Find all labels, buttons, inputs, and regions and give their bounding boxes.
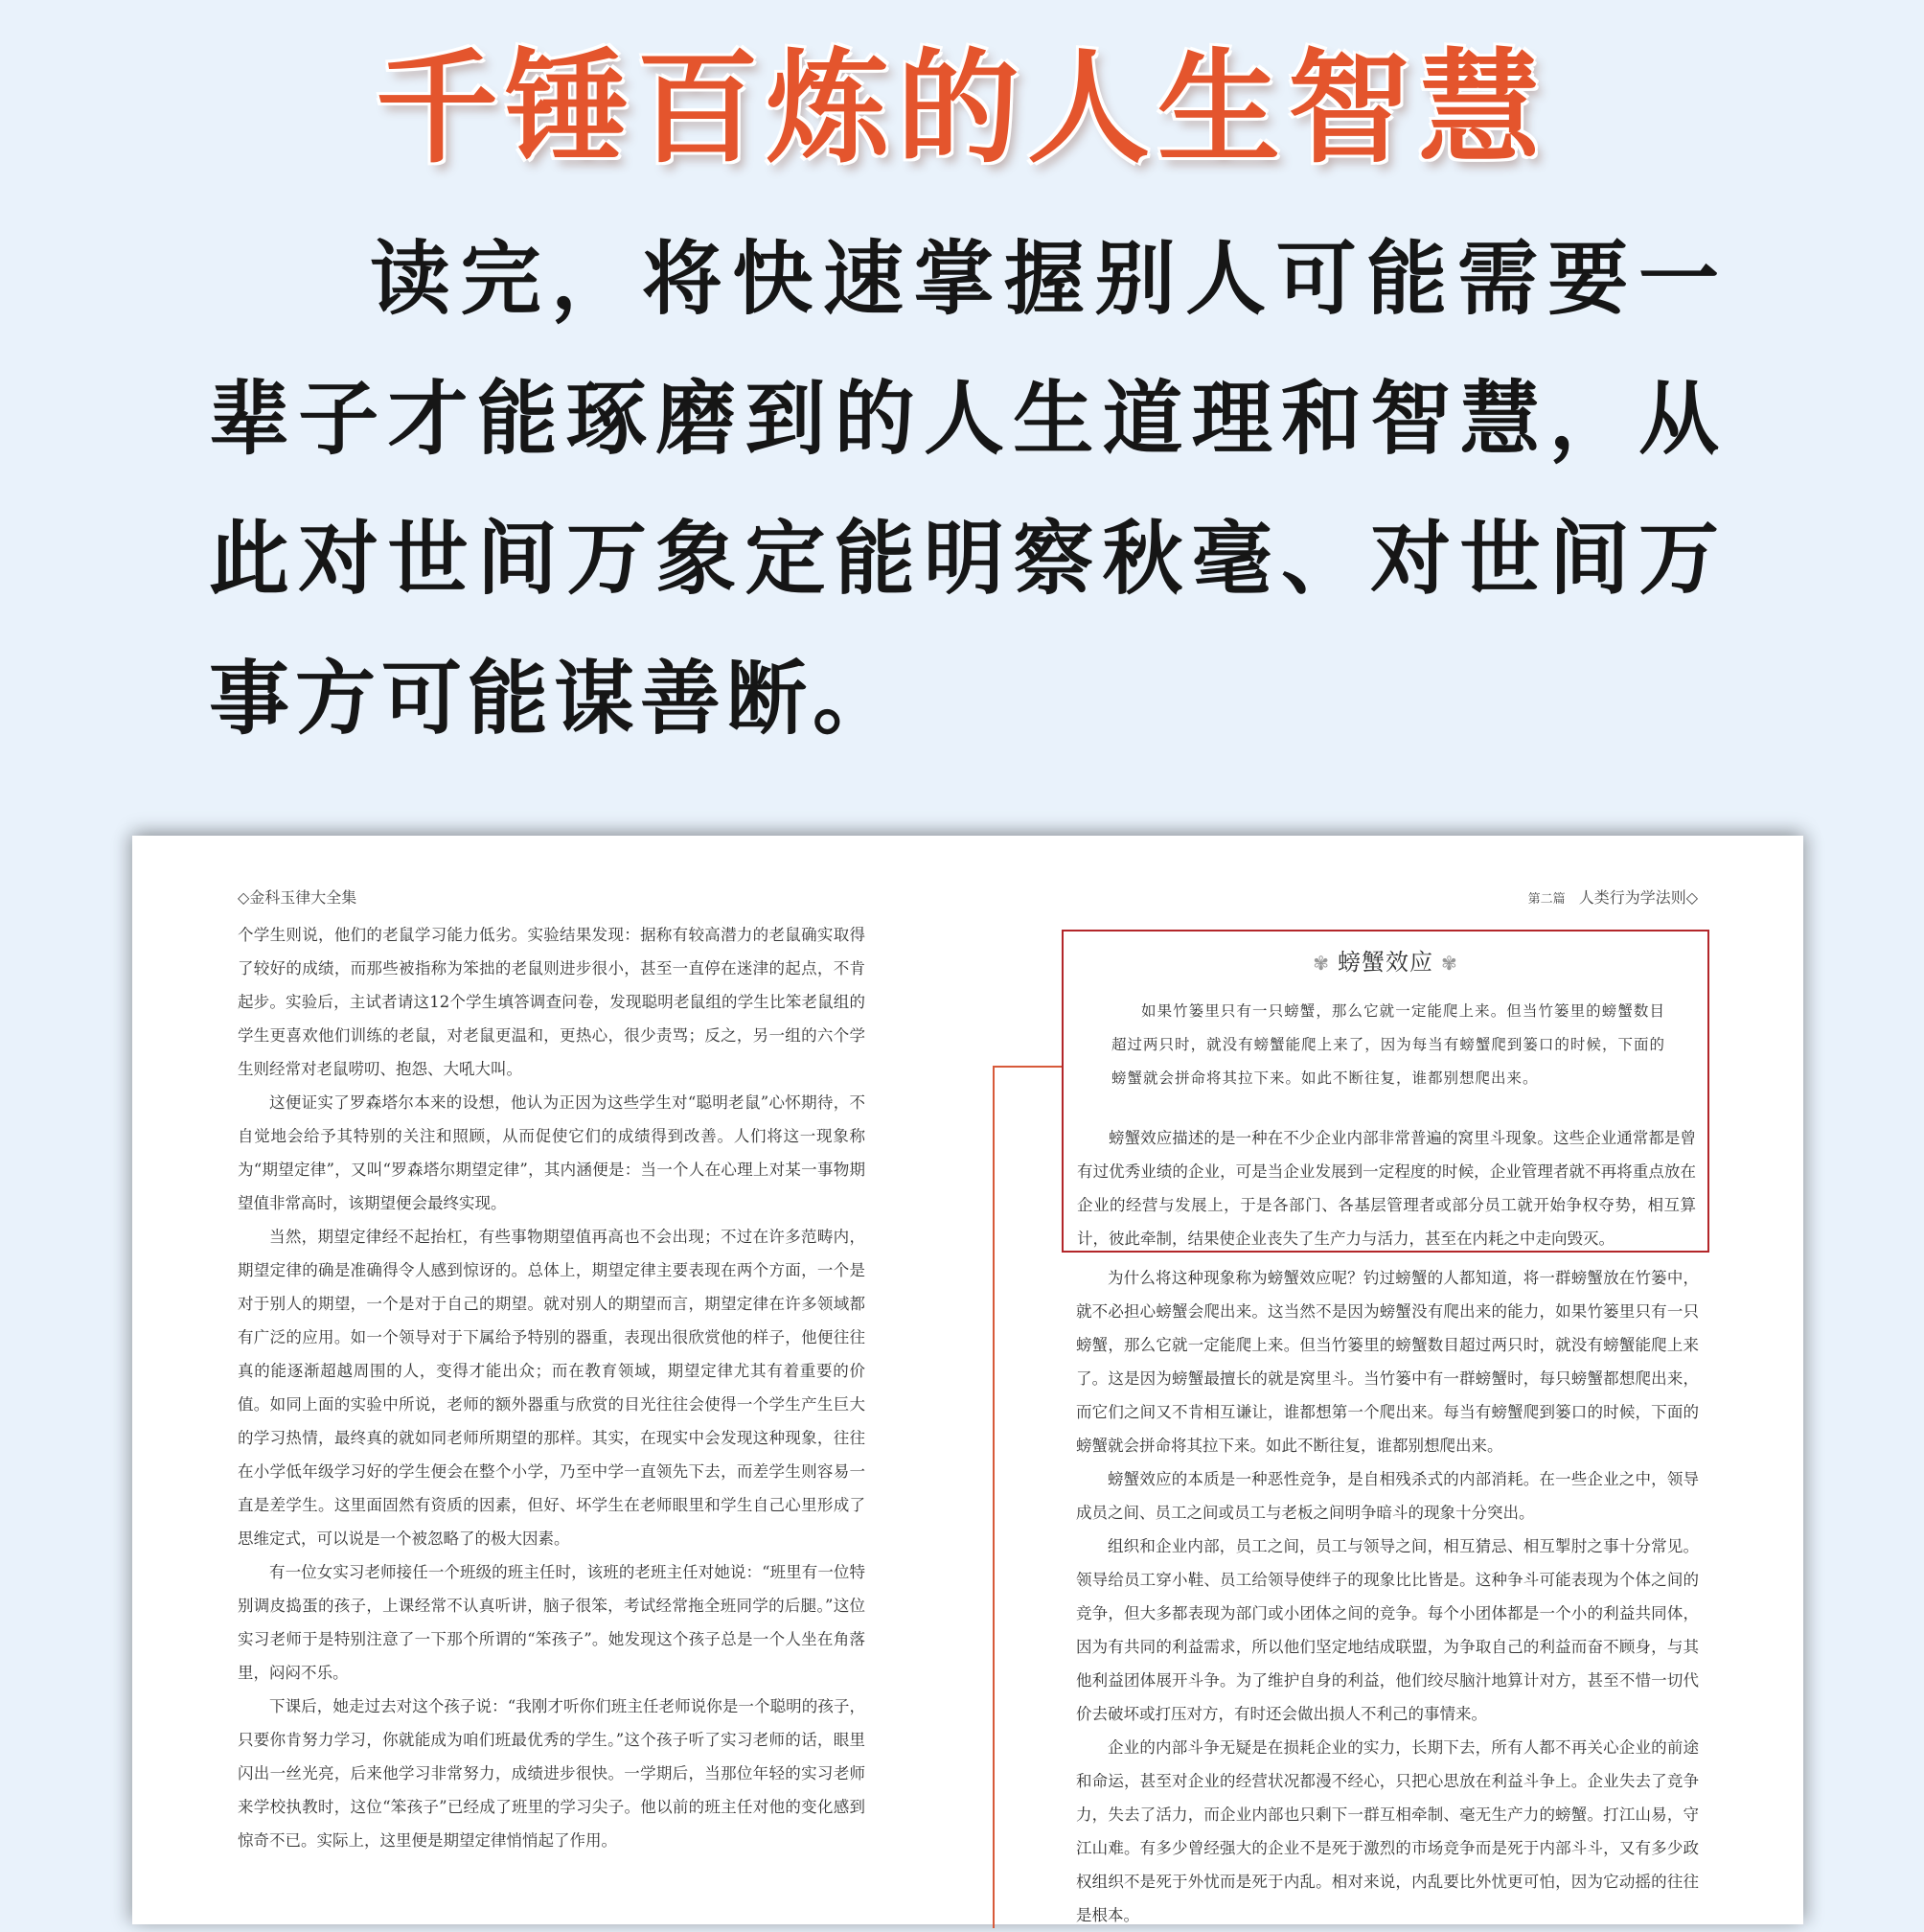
right-running-head bbox=[1528, 886, 1698, 908]
left-paragraph: 下课后，她走过去对这个孩子说：“我刚才听你们班主任老师说你是一个聪明的孩子，只要你肯努力学习，你就能成为咱们班最优秀的学生。”这个孩子听了实习老师的话，眼里闪出一丝光亮，后来他学习非常努力，成绩进步很快。一学期后，当那位年轻的实习老师来学校执教时，这位“笨孩子”已经成了班里的学习尖子。他以前的班主任对他的变化感到惊奇不已。实际上，这里便是期望定律悄悄起了作用。 bbox=[238, 1697, 865, 1850]
left-paragraph: 当然，期望定律经不起抬杠，有些事物期望值再高也不会出现；不过在许多范畴内，期望定律的确是准确得令人感到惊讶的。总体上，期望定律主要表现在两个方面，一个是对于别人的期望，一个是对于自己的期望。就对别人的期望而言，期望定律在许多领域都有广泛的应用。如一个领导对于下属给予特别的器重，表现出很欣赏他的样子，他便往往真的能逐渐超越周围的人，变得才能出众；而在教育领域，期望定律尤其有着重要的价值。如同上面的实验中所说，老师的额外器重与欣赏的目光往往会使得一个学生产生巨大的学习热情，最终真的就如同老师所期望的那样。其实，在现实中会发现这种现象，往往在小学低年级学习好的学生便会在整个小学，乃至中学一直领先下去，而差学生则容易一直是差学生。这里面固然有资质的因素，但好、坏学生在老师眼里和学生自己心里形成了思维定式，可以说是一个被忽略了的极大因素。 bbox=[238, 1228, 865, 1548]
crab-effect-callout-box bbox=[1062, 930, 1709, 1253]
callout-heading bbox=[1064, 943, 1707, 977]
callout-body: 螃蟹效应描述的是一种在不少企业内部非常普遍的窝里斗现象。这些企业通常都是曾有过优秀业绩的企业，可是当企业发展到一定程度的时候，企业管理者就不再将重点放在企业的经营与发展上，于是各部门、各基层管理者或部分员工就开始争权夺势，相互算计，彼此牵制，结果使企业丧失了生产力与活力，甚至在内耗之中走向毁灭。 bbox=[1077, 1129, 1696, 1248]
page-title: 千锤百炼的人生智慧 bbox=[375, 36, 1548, 180]
left-paragraph: 个学生则说，他们的老鼠学习能力低劣。实验结果发现：据称有较高潜力的老鼠确实取得了较好的成绩，而那些被指称为笨拙的老鼠则进步很小，甚至一直停在迷津的起点，不肯起步。实验后，主试者请这12个学生填答调查问卷，发现聪明老鼠组的学生比笨老鼠组的学生更喜欢他们训练的老鼠，对老鼠更温和，更热心，很少责骂；反之，另一组的六个学生则经常对老鼠唠叨、抱怨、大吼大叫。 bbox=[238, 926, 865, 1078]
callout-quote: 如果竹篓里只有一只螃蟹，那么它就一定能爬上来。但当竹篓里的螃蟹数目超过两只时，就没有螃蟹能爬上来了，因为每当有螃蟹爬到篓口的时候，下面的螃蟹就会拼命将其拉下来。如此不断往复，谁都别想爬出来。 bbox=[1111, 1002, 1665, 1087]
left-running-head: ◇金科玉律大全集 bbox=[238, 888, 357, 907]
right-page-column bbox=[1076, 1261, 1699, 1932]
ornament-icon: ✾ bbox=[1313, 952, 1330, 975]
callout-connector-line bbox=[993, 1066, 1062, 1928]
callout-title: 螃蟹效应 bbox=[1338, 949, 1433, 976]
right-paragraph: 螃蟹效应的本质是一种恶性竞争，是自相残杀式的内部消耗。在一些企业之中，领导成员之间、员工之间或员工与老板之间明争暗斗的现象十分突出。 bbox=[1076, 1470, 1699, 1522]
ornament-icon: ✾ bbox=[1441, 952, 1458, 975]
left-paragraph: 有一位女实习老师接任一个班级的班主任时，该班的老班主任对她说：“班里有一位特别调皮捣蛋的孩子，上课经常不认真听讲，脑子很笨，考试经常拖全班同学的后腿。”这位实习老师于是特别注意了一下那个所谓的“笨孩子”。她发现这个孩子总是一个人坐在角落里，闷闷不乐。 bbox=[238, 1563, 865, 1682]
right-paragraph: 为什么将这种现象称为螃蟹效应呢？钓过螃蟹的人都知道，将一群螃蟹放在竹篓中，就不必担心螃蟹会爬出来。这当然不是因为螃蟹没有爬出来的能力，如果竹篓里只有一只螃蟹，那么它就一定能爬上来。但当竹篓里的螃蟹数目超过两只时，就没有螃蟹能爬上来了。这是因为螃蟹最擅长的就是窝里斗。当竹篓中有一群螃蟹时，每只螃蟹都想爬出来，而它们之间又不肯相互谦让，谁都想第一个爬出来。每当有螃蟹爬到篓口的时候，下面的螃蟹就会拼命将其拉下来。如此不断往复，谁都别想爬出来。 bbox=[1076, 1269, 1699, 1455]
chapter-label: 第二篇 bbox=[1527, 892, 1566, 907]
left-paragraph: 这便证实了罗森塔尔本来的设想，他认为正因为这些学生对“聪明老鼠”心怀期待，不自觉地会给予其特别的关注和照顾，从而促使它们的成绩得到改善。人们将这一现象称为“期望定律”，又叫“罗森塔尔期望定律”，其内涵便是：当一个人在心理上对某一事物期望值非常高时，该期望便会最终实现。 bbox=[238, 1093, 865, 1212]
intro-paragraph: 读完，将快速掌握别人可能需要一辈子才能琢磨到的人生道理和智慧，从此对世间万象定能明察秋毫、对世间万事方可能谋善断。 bbox=[209, 232, 1725, 746]
right-paragraph: 企业的内部斗争无疑是在损耗企业的实力，长期下去，所有人都不再关心企业的前途和命运，甚至对企业的经营状况都漫不经心，只把心思放在利益斗争上。企业失去了竞争力，失去了活力，而企业内部也只剩下一群互相牵制、毫无生产力的螃蟹。打江山易，守江山难。有多少曾经强大的企业不是死于激烈的市场竞争而是死于内部斗斗，又有多少政权组织不是死于外忧而是死于内乱。相对来说，内乱要比外忧更可怕，因为它动摇的往往是根本。 bbox=[1076, 1738, 1699, 1924]
right-paragraph: 组织和企业内部，员工之间，员工与领导之间，相互猜忌、相互掣肘之事十分常见。领导给员工穿小鞋、员工给领导使绊子的现象比比皆是。这种争斗可能表现为个体之间的竞争，但大多都表现为部门或小团体之间的竞争。每个小团体都是一个小的利益共同体，因为有共同的利益需求，所以他们坚定地结成联盟，为争取自己的利益而奋不顾身，与其他利益团体展开斗争。为了维护自身的利益，他们绞尽脑汁地算计对方，甚至不惜一切代价去破坏或打压对方，有时还会做出损人不利己的事情来。 bbox=[1076, 1537, 1699, 1723]
book-spread bbox=[132, 836, 1803, 1924]
left-page-column bbox=[238, 918, 865, 1857]
chapter-title: 人类行为学法则◇ bbox=[1578, 888, 1698, 907]
